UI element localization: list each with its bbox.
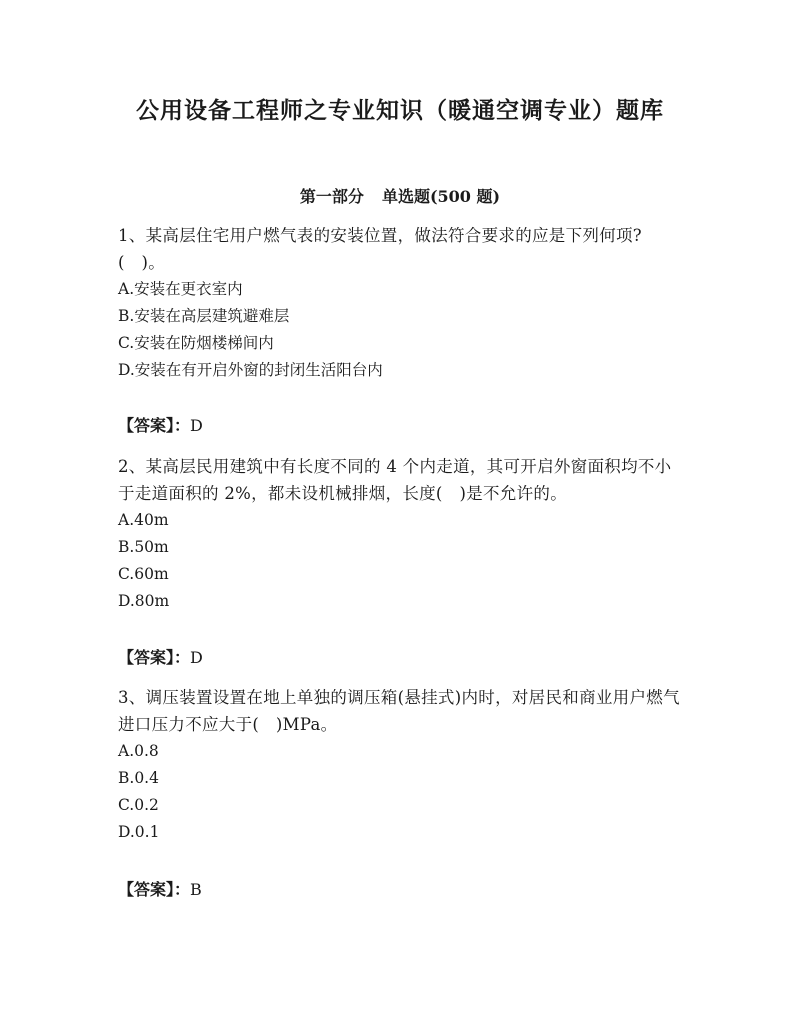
answer-label: 【答案】：	[118, 416, 191, 435]
option-d: D.安装在有开启外窗的封闭生活阳台内	[118, 361, 383, 379]
answer-2	[118, 646, 203, 670]
answer-value: B	[190, 880, 202, 899]
option-c: C.0.2	[118, 796, 159, 814]
section-part: 第一部分	[299, 187, 364, 206]
question-1	[118, 222, 688, 384]
question-stem: 3、调压装置设置在地上单独的调压箱(悬挂式)内时，对居民和商业用户燃气进口压力不应大于( )MPa。	[118, 688, 680, 734]
section-heading	[0, 184, 800, 207]
option-b: B.0.4	[118, 769, 159, 787]
option-a: A.0.8	[118, 742, 159, 760]
option-a: A.安装在更衣室内	[118, 280, 243, 298]
question-2	[118, 453, 688, 615]
answer-3	[118, 878, 202, 902]
answer-label: 【答案】：	[118, 880, 191, 899]
answer-value: D	[190, 416, 203, 435]
question-3	[118, 684, 688, 846]
option-c: C.60m	[118, 565, 169, 583]
question-stem: 2、某高层民用建筑中有长度不同的 4 个内走道，其可开启外窗面积均不小于走道面积的 2%，都未设机械排烟，长度( )是不允许的。	[118, 457, 672, 503]
answer-1	[118, 414, 203, 438]
question-stem: 1、某高层住宅用户燃气表的安装位置，做法符合要求的应是下列何项?( )。	[118, 226, 642, 272]
answer-label: 【答案】：	[118, 648, 191, 667]
option-b: B.50m	[118, 538, 169, 556]
option-d: D.0.1	[118, 823, 160, 841]
answer-value: D	[190, 648, 203, 667]
section-name: 单选题(500 题)	[381, 187, 501, 206]
option-c: C.安装在防烟楼梯间内	[118, 334, 274, 352]
option-a: A.40m	[118, 511, 169, 529]
document-title: 公用设备工程师之专业知识（暖通空调专业）题库	[136, 97, 664, 124]
option-d: D.80m	[118, 592, 170, 610]
option-b: B.安装在高层建筑避难层	[118, 307, 290, 325]
